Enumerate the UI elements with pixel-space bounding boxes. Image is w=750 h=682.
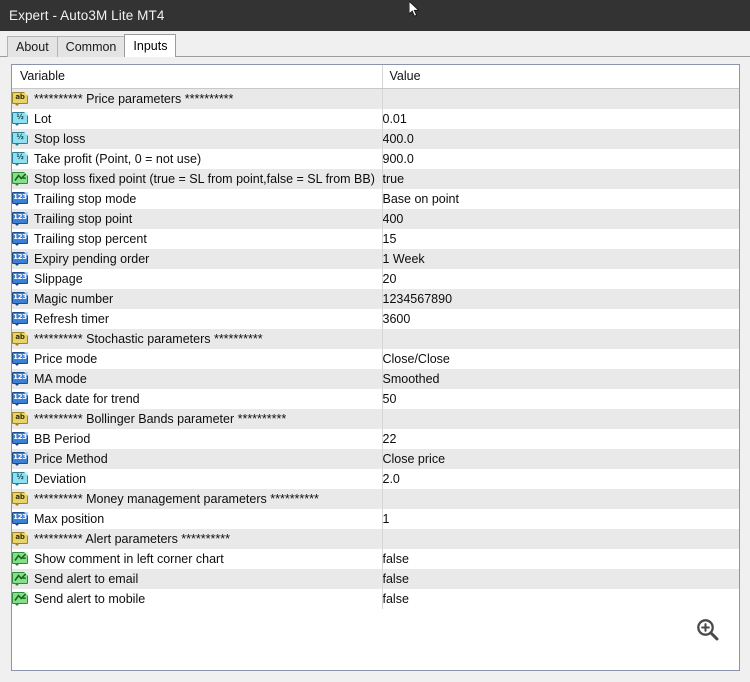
value-cell[interactable] <box>382 589 739 609</box>
table-header-row <box>12 65 739 88</box>
table-row[interactable] <box>12 209 739 229</box>
value-text: 0.01 <box>382 111 407 126</box>
value-cell[interactable] <box>382 229 739 249</box>
value-cell[interactable] <box>382 569 739 589</box>
variable-cell <box>12 149 382 169</box>
value-text: 2.0 <box>382 471 400 486</box>
value-cell[interactable] <box>382 249 739 269</box>
value-cell[interactable] <box>382 109 739 129</box>
variable-cell <box>12 289 382 309</box>
bool-type-icon <box>12 552 28 566</box>
int-type-icon: 123 <box>12 212 28 226</box>
value-cell[interactable] <box>382 389 739 409</box>
value-cell[interactable] <box>382 369 739 389</box>
value-cell[interactable] <box>382 269 739 289</box>
variable-label: ********** Bollinger Bands parameter ********** <box>34 411 287 426</box>
bool-type-icon <box>12 592 28 606</box>
variable-cell <box>12 449 382 469</box>
tab-strip <box>0 31 750 57</box>
variable-label: Take profit (Point, 0 = not use) <box>34 151 202 166</box>
variable-cell <box>12 529 382 549</box>
table-row[interactable] <box>12 449 739 469</box>
variable-label: Slippage <box>34 271 83 286</box>
int-type-icon: 123 <box>12 252 28 266</box>
value-cell[interactable] <box>382 529 739 549</box>
variable-cell <box>12 169 382 189</box>
table-row[interactable] <box>12 309 739 329</box>
table-row[interactable] <box>12 369 739 389</box>
variable-cell <box>12 309 382 329</box>
variable-label: Magic number <box>34 291 114 306</box>
table-row[interactable] <box>12 109 739 129</box>
variable-label: ********** Alert parameters ********** <box>34 531 230 546</box>
variable-label: Price mode <box>34 351 98 366</box>
int-type-icon: 123 <box>12 272 28 286</box>
window-titlebar <box>0 0 750 31</box>
variable-cell <box>12 469 382 489</box>
value-text: 50 <box>382 391 397 406</box>
value-cell[interactable] <box>382 429 739 449</box>
value-cell[interactable] <box>382 209 739 229</box>
variable-label: MA mode <box>34 371 87 386</box>
table-row[interactable] <box>12 529 739 549</box>
mouse-pointer-icon <box>409 1 421 19</box>
value-cell[interactable] <box>382 549 739 569</box>
table-row[interactable] <box>12 129 739 149</box>
variable-label: Max position <box>34 511 105 526</box>
double-type-icon: ½ <box>12 472 28 486</box>
variable-cell <box>12 229 382 249</box>
inputs-table-body <box>12 88 739 609</box>
value-text: 15 <box>382 231 397 246</box>
table-row[interactable] <box>12 289 739 309</box>
value-cell[interactable] <box>382 449 739 469</box>
variable-label: Send alert to email <box>34 571 139 586</box>
value-text: 20 <box>382 271 397 286</box>
int-type-icon: 123 <box>12 392 28 406</box>
variable-cell <box>12 88 382 109</box>
variable-cell <box>12 369 382 389</box>
value-text: 1 Week <box>382 251 425 266</box>
value-cell[interactable] <box>382 349 739 369</box>
variable-cell <box>12 129 382 149</box>
value-text: false <box>382 551 409 566</box>
tab-about-label: About <box>16 40 49 54</box>
table-row[interactable] <box>12 409 739 429</box>
table-row[interactable] <box>12 169 739 189</box>
value-text: 400 <box>382 211 404 226</box>
variable-cell <box>12 269 382 289</box>
variable-label: Trailing stop percent <box>34 231 147 246</box>
variable-cell <box>12 109 382 129</box>
variable-label: Expiry pending order <box>34 251 150 266</box>
variable-label: Deviation <box>34 471 87 486</box>
int-type-icon: 123 <box>12 192 28 206</box>
value-text: false <box>382 591 409 606</box>
value-cell[interactable] <box>382 149 739 169</box>
double-type-icon: ½ <box>12 152 28 166</box>
value-text: true <box>382 171 405 186</box>
value-text: 22 <box>382 431 397 446</box>
inputs-panel <box>11 64 740 671</box>
value-text: 1 <box>382 511 390 526</box>
tab-common-label: Common <box>65 40 117 54</box>
variable-cell <box>12 409 382 429</box>
variable-cell <box>12 489 382 509</box>
variable-label: Send alert to mobile <box>34 591 146 606</box>
column-header-variable[interactable]: Variable <box>12 65 382 88</box>
value-text: Smoothed <box>382 371 440 386</box>
value-cell[interactable] <box>382 189 739 209</box>
value-cell[interactable] <box>382 329 739 349</box>
table-row[interactable] <box>12 589 739 609</box>
variable-label: Back date for trend <box>34 391 140 406</box>
variable-label: ********** Stochastic parameters ********** <box>34 331 263 346</box>
table-row[interactable] <box>12 189 739 209</box>
table-row[interactable] <box>12 329 739 349</box>
table-row[interactable] <box>12 249 739 269</box>
variable-label: ********** Price parameters ********** <box>34 91 234 106</box>
table-row[interactable] <box>12 549 739 569</box>
double-type-icon: ½ <box>12 112 28 126</box>
value-cell[interactable] <box>382 469 739 489</box>
string-type-icon: ab <box>12 92 28 106</box>
table-row[interactable] <box>12 229 739 249</box>
tab-common[interactable] <box>57 36 126 57</box>
variable-cell <box>12 249 382 269</box>
value-cell[interactable] <box>382 489 739 509</box>
table-row[interactable] <box>12 509 739 529</box>
value-cell[interactable] <box>382 409 739 429</box>
variable-label: Refresh timer <box>34 311 110 326</box>
table-row[interactable] <box>12 88 739 109</box>
variable-label: Price Method <box>34 451 108 466</box>
string-type-icon: ab <box>12 492 28 506</box>
value-cell[interactable] <box>382 169 739 189</box>
value-text: 900.0 <box>382 151 414 166</box>
value-text: false <box>382 571 409 586</box>
variable-cell <box>12 389 382 409</box>
value-text: 1234567890 <box>382 291 453 306</box>
variable-cell <box>12 549 382 569</box>
value-cell[interactable] <box>382 88 739 109</box>
variable-label: Trailing stop mode <box>34 191 137 206</box>
int-type-icon: 123 <box>12 292 28 306</box>
value-text: Base on point <box>382 191 459 206</box>
string-type-icon: ab <box>12 532 28 546</box>
tab-inputs[interactable] <box>124 34 176 57</box>
table-row[interactable] <box>12 269 739 289</box>
value-text: Close/Close <box>382 351 450 366</box>
int-type-icon: 123 <box>12 372 28 386</box>
value-text: 400.0 <box>382 131 414 146</box>
string-type-icon: ab <box>12 332 28 346</box>
tab-about[interactable] <box>7 36 58 57</box>
value-cell[interactable] <box>382 309 739 329</box>
int-type-icon: 123 <box>12 452 28 466</box>
variable-label: ********** Money management parameters ********** <box>34 491 319 506</box>
variable-label: Show comment in left corner chart <box>34 551 224 566</box>
value-cell[interactable] <box>382 289 739 309</box>
value-text: Close price <box>382 451 446 466</box>
variable-cell <box>12 509 382 529</box>
zoom-in-icon[interactable] <box>695 617 721 643</box>
column-header-value[interactable]: Value <box>382 65 739 88</box>
variable-cell <box>12 349 382 369</box>
string-type-icon: ab <box>12 412 28 426</box>
int-type-icon: 123 <box>12 512 28 526</box>
table-row[interactable] <box>12 389 739 409</box>
value-cell[interactable] <box>382 509 739 529</box>
tab-inputs-label: Inputs <box>133 39 168 53</box>
bool-type-icon <box>12 172 28 186</box>
int-type-icon: 123 <box>12 352 28 366</box>
table-row[interactable] <box>12 489 739 509</box>
variable-cell <box>12 209 382 229</box>
variable-label: Stop loss fixed point (true = SL from point,false = SL from BB) <box>34 171 375 186</box>
double-type-icon: ½ <box>12 132 28 146</box>
variable-cell <box>12 569 382 589</box>
value-cell[interactable] <box>382 129 739 149</box>
int-type-icon: 123 <box>12 312 28 326</box>
variable-cell <box>12 429 382 449</box>
value-text: 3600 <box>382 311 411 326</box>
window-title: Expert - Auto3M Lite MT4 <box>9 8 165 23</box>
int-type-icon: 123 <box>12 232 28 246</box>
variable-label: Stop loss <box>34 131 86 146</box>
table-row[interactable] <box>12 569 739 589</box>
table-row[interactable] <box>12 469 739 489</box>
variable-label: Trailing stop point <box>34 211 133 226</box>
inputs-table <box>12 65 739 609</box>
int-type-icon: 123 <box>12 432 28 446</box>
variable-cell <box>12 189 382 209</box>
bool-type-icon <box>12 572 28 586</box>
variable-label: Lot <box>34 111 52 126</box>
variable-label: BB Period <box>34 431 91 446</box>
table-row[interactable] <box>12 349 739 369</box>
table-row[interactable] <box>12 149 739 169</box>
variable-cell <box>12 589 382 609</box>
variable-cell <box>12 329 382 349</box>
table-row[interactable] <box>12 429 739 449</box>
window-bottom-strip <box>0 672 750 682</box>
